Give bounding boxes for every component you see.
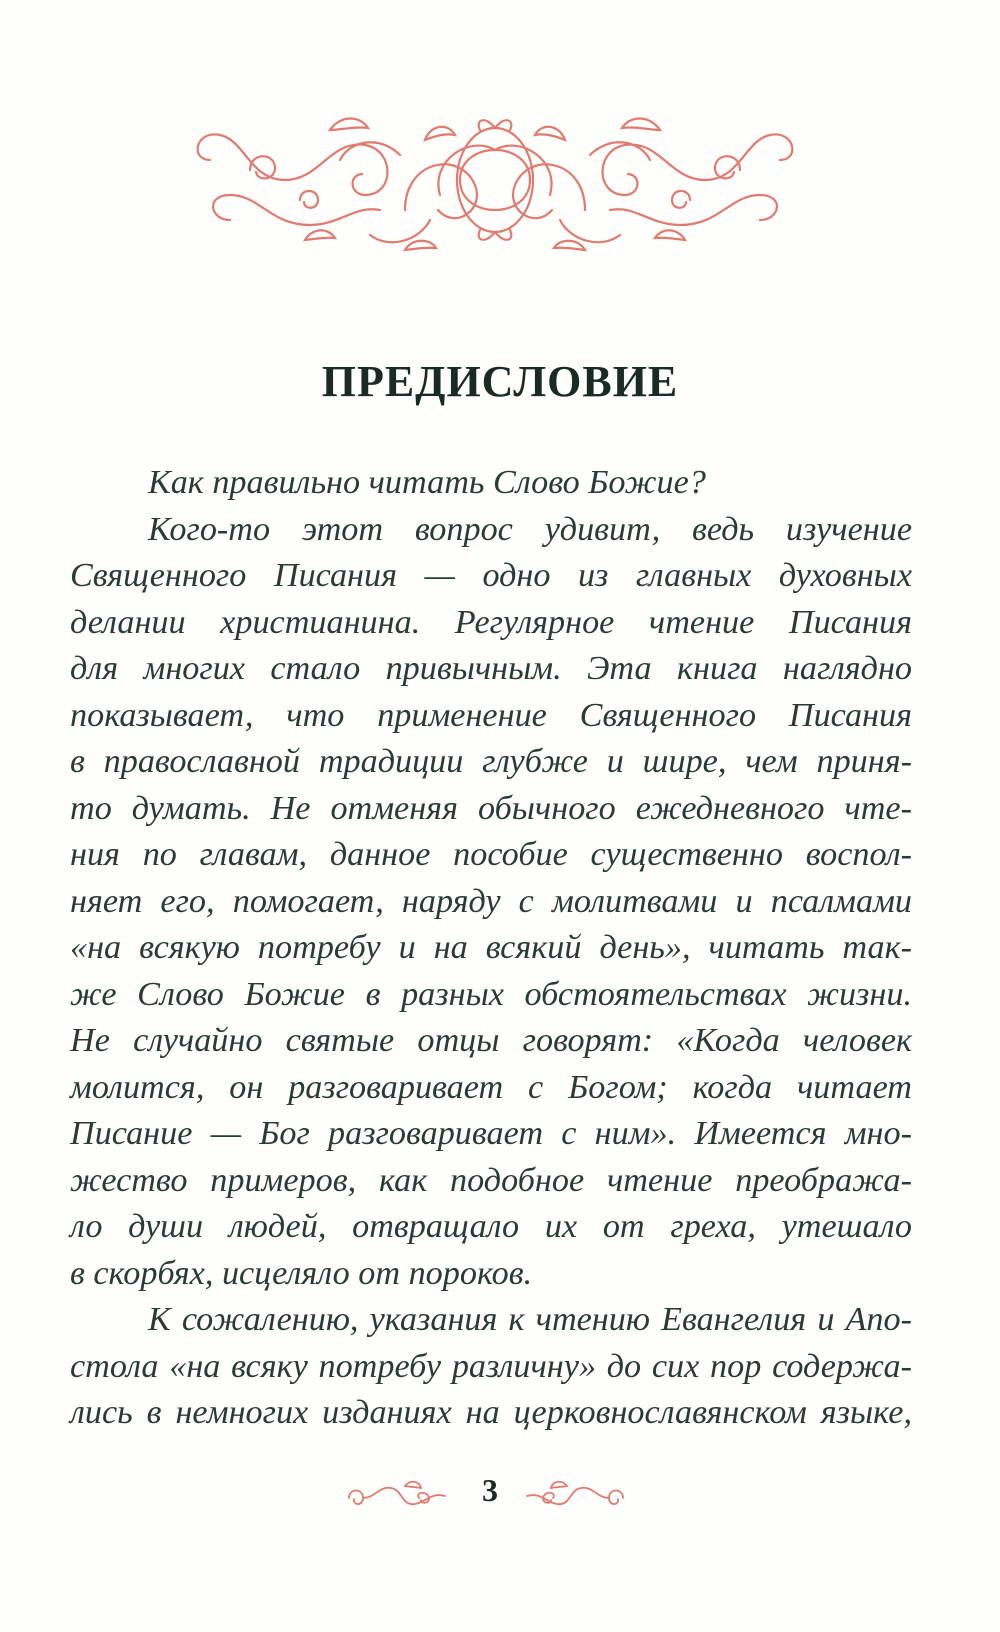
footer-ornament-right-icon — [522, 1478, 627, 1514]
footer-ornament-left-icon — [345, 1478, 450, 1514]
text-line: Священного Писания — одно из главных духовных — [70, 557, 912, 594]
text-line: Как правильно читать Слово Божие? — [148, 464, 706, 501]
page-footer — [0, 1468, 1000, 1528]
text-line: молится, он разговаривает с Богом; когда читает — [70, 1068, 912, 1106]
text-line: ния по главам, данное пособие существенно воспол- — [70, 836, 912, 873]
text-line: жество примеров, как подобное чтение преобража- — [70, 1161, 912, 1199]
text-line: ло души людей, отвращало их от греха, утешало — [70, 1208, 912, 1245]
text-line: К сожалению, указания к чтению Евангелия и Апо- — [148, 1301, 912, 1338]
text-line: же Слово Божие в разных обстоятельствах жизни. — [70, 975, 912, 1013]
page-title: ПРЕДИСЛОВИЕ — [321, 357, 679, 406]
preface-text — [70, 460, 912, 1437]
text-line: стола «на всяку потребу различну» до сих пор содержа- — [70, 1347, 912, 1385]
text-line: Писание — Бог разговаривает с ним». Имеется мно- — [70, 1115, 912, 1152]
text-line: Не случайно святые отцы говорят: «Когда человек — [70, 1022, 912, 1059]
floral-ornament-icon — [190, 100, 800, 260]
text-line: в православной традиции глубже и шире, чем приня- — [70, 743, 912, 780]
text-line: няет его, помогает, наряду с молитвами и псалмами — [70, 882, 912, 920]
text-line: показывает, что применение Священного Писания — [70, 696, 912, 734]
text-line: Кого-то этот вопрос удивит, ведь изучение — [148, 510, 912, 548]
text-line: в скорбях, исцеляло от пороков. — [70, 1254, 533, 1292]
page-number: 3 — [482, 1472, 498, 1508]
text-line: то думать. Не отменяя обычного ежедневного чте- — [70, 789, 912, 827]
text-line: «на всякую потребу и на всякий день», читать так- — [70, 929, 912, 966]
text-line: для многих стало привычным. Эта книга наглядно — [70, 650, 912, 687]
text-line: делании христианина. Регулярное чтение Писания — [70, 603, 912, 641]
text-line: лись в немногих изданиях на церковнославянском языке, — [70, 1394, 912, 1431]
